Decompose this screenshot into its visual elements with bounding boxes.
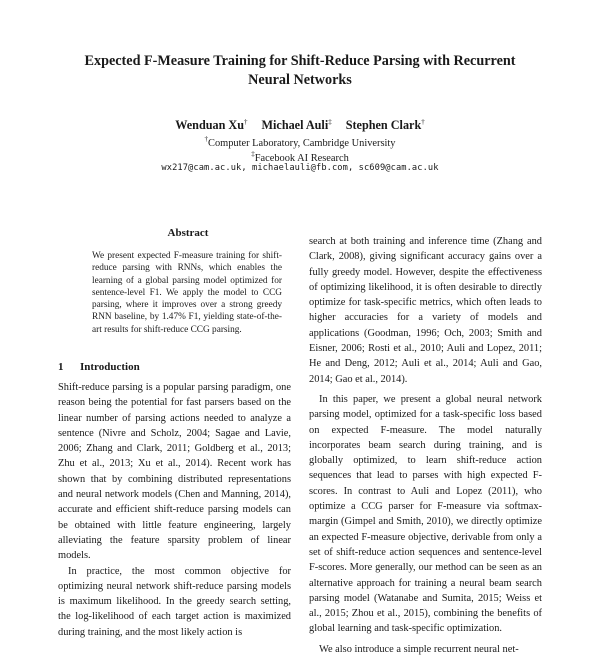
paper-title [60,52,540,90]
section-number: 1 [58,361,64,373]
affiliation-mark: ‡ [251,150,255,158]
right-column [309,234,542,657]
paragraph: Shift-reduce parsing is a popular parsing paradigm, one reason being the potential for fast parsers based on the linear number of parsing actions needed to analyze a sentence (Nivre and Scholz, 2004; Sagae and Lavie, 2006; Zhang and Clark, 2011; Goldberg et al., 2013; Zhu et al., 2013; Xu et al., 2014). Recent work has shown that by combining distributed representations and neural network models (Chen and Manning, 2014), accurate and efficient shift-reduce parsing models can be obtained with little feature engineering, largely alleviating the feature sparsity problem of linear models. [58,382,291,562]
author-mark: ‡ [328,118,332,126]
author-list [60,118,540,133]
paragraph: In this paper, we present a global neural network parsing model, optimized for a task-specific loss based on expected F-measure. The model naturally incorporates beam search during training, and is globally optimized, to learn shift-reduce action sequences that lead to parses with high expected F-scores. In contrast to Auli and Lopez (2011), who optimize a CCG parser for F-measure via softmax-margin (Gimpel and Smith, 2010), we directly optimize an expected F-measure objective, derivable from only a set of shift-reduce action sequences and sentence-level F-scores. More generally, our method can be seen as an alternative approach for training a neural beam search parsing model (Watanabe and Sumita, 2015; Weiss et al., 2015; Zhou et al., 2015), combining the benefits of global learning and task-specific optimization. [309,393,542,635]
abstract-text: We present expected F-measure training for shift-reduce parsing with RNNs, which enables the learning of a global parsing model optimized for sentence-level F1. We apply the model to CCG parsing, where it improves over a strong greedy RNN baseline, by 1.47% F1, yielding state-of-the-art results for shift-reduce CCG parsing. [92,251,282,335]
author-name: Stephen Clark [345,118,422,132]
affiliation-name: Facebook AI Research [254,153,349,164]
author-mark: † [244,118,248,126]
paragraph: In practice, the most common objective for optimizing neural network shift-reduce parsing models is maximum likelihood. In the greedy search setting, the log-likelihood of each target action is maximized during training, and the most likely action is [58,565,291,638]
section-heading-introduction [58,361,140,373]
author-mark: † [421,118,425,126]
author-name: Wenduan Xu [175,118,245,132]
section-title: Introduction [80,361,140,373]
left-column [58,380,291,640]
paragraph: We also introduce a simple recurrent neural net- [319,643,519,655]
title-line-2: Neural Networks [248,72,352,88]
affiliation-name: Computer Laboratory, Cambridge University [208,138,396,149]
paragraph: search at both training and inference time (Zhang and Clark, 2008), giving significant accuracy gains over a fully greedy model. However, despite the effectiveness of optimizing likelihood, it is often desirable to directly optimize for task-specific metrics, which often leads to higher accuracies for a variety of models and applications (Goodman, 1996; Och, 2003; Smith and Eisner, 2006; Rosti et al., 2010; Auli and Lopez, 2011; He and Deng, 2012; Auli et al., 2014; Auli and Gao, 2014; Gao et al., 2014). [309,236,542,385]
affiliation-mark: † [204,135,209,143]
title-line-1: Expected F-Measure Training for Shift-Reduce Parsing with Recurrent [84,53,516,69]
abstract-heading: Abstract [167,227,209,239]
author-name: Michael Auli [261,118,329,132]
author-emails: wx217@cam.ac.uk, michaelauli@fb.com, sc609@cam.ac.uk [161,163,439,173]
